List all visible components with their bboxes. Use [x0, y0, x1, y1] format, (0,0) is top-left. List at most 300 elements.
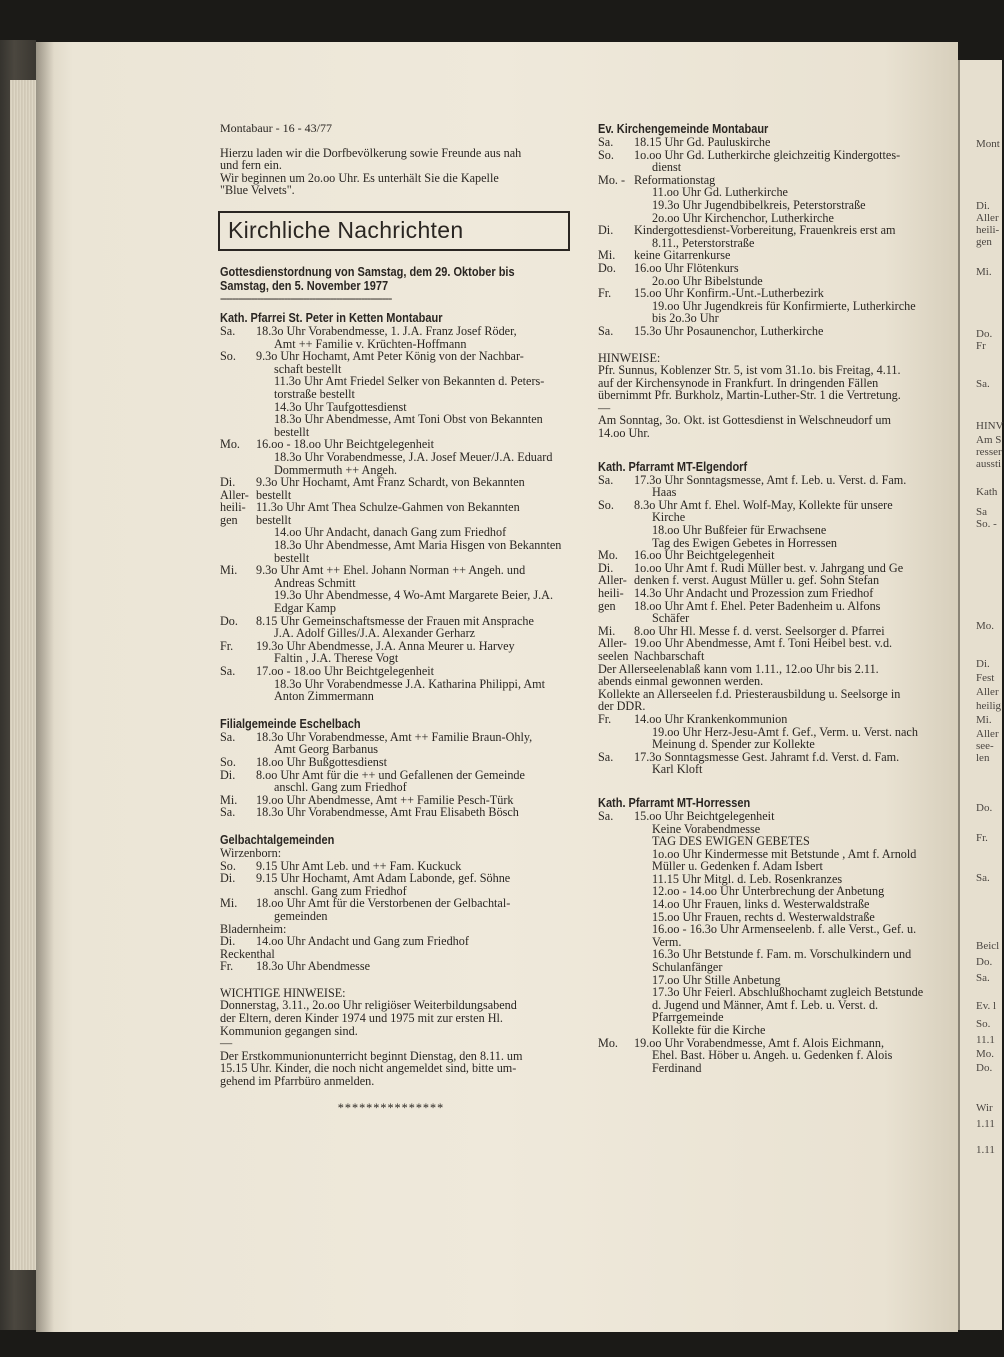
schedule-row — [220, 388, 592, 401]
schedule-text: 2o.oo Uhr Kirchenchor, Lutherkirche — [652, 210, 834, 225]
schedule-day — [220, 589, 256, 602]
schedule-day: Di. — [220, 934, 236, 949]
intro-line: und fern ein. — [220, 158, 282, 173]
schedule-row — [220, 539, 592, 552]
schedule-text: dienst — [652, 160, 682, 175]
schedule-text: 18.3o Uhr Abendmesse — [256, 959, 371, 974]
schedule-row — [598, 986, 954, 999]
schedule-day — [220, 781, 256, 794]
schedule-day — [598, 948, 634, 961]
schedule-text: 18.3o Uhr Vorabendmesse, J.A. Josef Meuer/J.A. Eduard — [274, 449, 553, 464]
schedule-row — [220, 910, 592, 923]
schedule-day — [598, 1049, 634, 1062]
schedule-text: Ferdinand — [652, 1060, 702, 1075]
schedule-text: 14.oo Uhr Krankenkommunion — [634, 711, 788, 726]
adjacent-page-text: Am S — [976, 434, 1002, 446]
schedule-day — [598, 1024, 634, 1037]
schedule-text: 16.oo Uhr Beichtgelegenheit — [634, 548, 775, 563]
schedule-text: 19.oo Uhr Vorabendmesse, Amt f. Alois Eichmann, — [634, 1035, 885, 1050]
schedule-text: 19.oo Uhr Abendmesse, Amt f. Toni Heibel best. v.d. — [634, 636, 893, 651]
schedule-row — [220, 451, 592, 464]
schedule-day: Mo. — [598, 548, 618, 563]
schedule-day — [598, 161, 634, 174]
schedule-row — [598, 898, 954, 911]
schedule-day — [598, 486, 634, 499]
schedule-day — [598, 999, 634, 1012]
schedule-day — [598, 823, 634, 836]
schedule-day: Mo. - — [598, 172, 626, 187]
schedule-row — [220, 602, 592, 615]
adjacent-page-text: Aller — [976, 212, 999, 224]
adjacent-page-text: Do. — [976, 328, 993, 340]
schedule-day — [220, 375, 256, 388]
schedule-text: 18.oo Uhr Bußgottesdienst — [256, 754, 388, 769]
adjacent-page-text: 11.1 — [976, 1034, 995, 1046]
elgendorf-note: abends einmal gewonnen werden. — [598, 674, 764, 689]
schedule-day: Sa. — [598, 323, 614, 338]
schedule-text: 19.oo Uhr Herz-Jesu-Amt f. Gef., Verm. u. Verst. nach — [652, 724, 918, 739]
elgendorf-note: Kollekte an Allerseelen f.d. Priesterausbildung u. Seelsorge in — [598, 686, 901, 701]
adjacent-page-text: So. — [976, 1018, 991, 1030]
schedule-day: Mi. — [598, 623, 616, 638]
adjacent-page-fragment — [958, 60, 1002, 1330]
schedule-text: 18.3o Uhr Abendmesse, Amt Toni Obst von Bekannten — [274, 412, 543, 427]
schedule-row — [598, 650, 954, 663]
schedule-text: TAG DES EWIGEN GEBETES — [652, 834, 810, 849]
schedule-text: 9.3o Uhr Amt ++ Ehel. Johann Norman ++ Angeh. und — [256, 563, 526, 578]
schedule-day: Do. — [598, 260, 616, 275]
schedule-text: 1o.oo Uhr Gd. Lutherkirche gleichzeitig Kindergottes- — [634, 147, 901, 162]
schedule-text: 11.3o Uhr Amt Thea Schulze-Gahmen von Bekannten — [256, 500, 520, 515]
schedule-text: Schäfer — [652, 611, 690, 626]
adjacent-page-text: Kath — [976, 486, 998, 498]
adjacent-page-text: Beicl — [976, 940, 1000, 952]
hints-line: gehend im Pfarrbüro anmelden. — [220, 1074, 375, 1089]
schedule-text: 8.oo Uhr Amt für die ++ und Gefallenen der Gemeinde — [256, 767, 525, 782]
schedule-day: Wirzenborn: — [220, 845, 282, 860]
schedule-day — [598, 1011, 634, 1024]
schedule-day — [220, 388, 256, 401]
schedule-text: Pfarrgemeinde — [652, 1010, 724, 1025]
adjacent-page-text: heilig — [976, 700, 1002, 712]
dash-divider: -------------------------------------------------------- — [220, 290, 392, 305]
schedule-text: Nachbarschaft — [634, 648, 705, 663]
hints-separator: — — [220, 1036, 233, 1051]
schedule-row — [220, 476, 592, 489]
schedule-row — [598, 161, 954, 174]
schedule-text: 19.oo Uhr Abendmesse, Amt ++ Familie Pesch-Türk — [256, 792, 514, 807]
schedule-text: Reformationstag — [634, 172, 716, 187]
schedule-day — [220, 451, 256, 464]
section-schedule — [220, 847, 592, 973]
adjacent-page-text: Aller — [976, 686, 999, 698]
stars-divider: *************** — [337, 1100, 445, 1115]
schedule-text: 9.3o Uhr Hochamt, Amt Peter König von der Nachbar- — [256, 349, 524, 364]
schedule-text — [281, 847, 592, 860]
schedule-row — [220, 960, 592, 973]
schedule-text: 8.oo Uhr Hl. Messe f. d. verst. Seelsorger d. Pfarrei — [634, 623, 885, 638]
adjacent-page-text: Do. — [976, 956, 993, 968]
schedule-text: 18.oo Uhr Bußfeier für Erwachsene — [652, 523, 827, 538]
schedule-day — [220, 690, 256, 703]
schedule-day — [220, 577, 256, 590]
schedule-text: bestellt — [256, 512, 292, 527]
schedule-text: 9.15 Uhr Hochamt, Amt Adam Labonde, gef. Söhne — [256, 871, 511, 886]
adjacent-page-text: see- — [976, 740, 994, 752]
schedule-text: 1o.oo Uhr Kindermesse mit Betstunde , Amt f. Arnold — [652, 846, 917, 861]
schedule-text: bestellt — [274, 550, 310, 565]
schedule-day: heili- — [220, 500, 246, 515]
schedule-text: Kindergottesdienst-Vorbereitung, Frauenkreis erst am — [634, 223, 896, 238]
schedule-day: So. — [220, 754, 236, 769]
schedule-day: Di. — [220, 475, 236, 490]
schedule-row — [220, 872, 592, 885]
schedule-row — [598, 612, 954, 625]
schedule-text: Anton Zimmermann — [274, 689, 374, 704]
schedule-text: 18.3o Uhr Abendmesse, Amt Maria Hisgen von Bekannten — [274, 538, 562, 553]
schedule-row — [598, 713, 954, 726]
schedule-day — [598, 986, 634, 999]
adjacent-page-text: Fr — [976, 340, 986, 352]
schedule-day: Mi. — [220, 896, 238, 911]
schedule-row — [598, 1024, 954, 1037]
section-title: Kirchliche Nachrichten — [218, 211, 570, 251]
section-schedule — [220, 731, 592, 819]
schedule-row — [220, 806, 592, 819]
schedule-text: Amt ++ Familie v. Krüchten-Hoffmann — [274, 336, 467, 351]
schedule-day — [598, 873, 634, 886]
schedule-row — [220, 564, 592, 577]
schedule-text: 14.oo Uhr Frauen, links d. Westerwaldstraße — [652, 897, 870, 912]
schedule-day: Sa. — [598, 808, 614, 823]
schedule-text: 9.3o Uhr Hochamt, Amt Franz Schardt, von Bekannten — [256, 475, 525, 490]
schedule-day — [598, 511, 634, 524]
schedule-text: 17.oo - 18.oo Uhr Beichtgelegenheit — [256, 664, 435, 678]
schedule-text: Dommermuth ++ Angeh. — [274, 462, 398, 477]
adjacent-page-text: 1.11 — [976, 1144, 995, 1156]
schedule-row — [598, 325, 954, 338]
schedule-row — [220, 935, 592, 948]
intro-line: Hierzu laden wir die Dorfbevölkerung sowie Freunde aus nah — [220, 145, 522, 160]
schedule-day: So. — [220, 858, 236, 873]
adjacent-page-text: HINV — [976, 420, 1004, 432]
adjacent-page-text: Sa. — [976, 872, 990, 884]
schedule-row — [598, 810, 954, 823]
schedule-text: 18.3o Uhr Vorabendmesse, Amt Frau Elisabeth Bösch — [256, 805, 519, 820]
schedule-row — [598, 1062, 954, 1075]
schedule-text: 19.3o Uhr Abendmesse, J.A. Anna Meurer u. Harvey — [256, 638, 515, 653]
schedule-day — [598, 835, 634, 848]
schedule-day: Di. — [220, 767, 236, 782]
schedule-row — [598, 486, 954, 499]
schedule-day — [220, 627, 256, 640]
schedule-row — [598, 587, 954, 600]
horressen-schedule — [598, 810, 954, 1074]
adjacent-page-text: Fr. — [976, 832, 988, 844]
schedule-text: 11.3o Uhr Amt Friedel Selker von Bekannten d. Peters- — [274, 374, 545, 389]
schedule-text: 18.3o Uhr Vorabendmesse, Amt ++ Familie Braun-Ohly, — [256, 729, 533, 744]
ev-schedule — [598, 136, 954, 338]
schedule-text: Faltin , J.A. Therese Vogt — [274, 651, 399, 666]
schedule-day: heili- — [598, 586, 624, 600]
schedule-text: Müller u. Gedenken f. Adam Isbert — [652, 859, 823, 874]
hints-line: der Eltern, deren Kinder 1974 und 1975 mit zur ersten Hl. — [220, 1011, 503, 1026]
schedule-text: 14.oo Uhr Andacht, danach Gang zum Friedhof — [274, 525, 507, 540]
schedule-text: 14.3o Uhr Andacht und Prozession zum Friedhof — [634, 586, 874, 600]
schedule-day — [598, 199, 634, 212]
section-heading: Kath. Pfarrei St. Peter in Ketten Montabaur — [220, 310, 443, 325]
schedule-day: Reckenthal — [220, 946, 275, 961]
schedule-row — [598, 860, 954, 873]
right-column — [598, 122, 954, 1074]
schedule-day: Aller- — [598, 636, 627, 651]
adjacent-page-text: 1.11 — [976, 1118, 995, 1130]
schedule-row — [220, 665, 592, 678]
adjacent-page-text: Do. — [976, 1062, 993, 1074]
schedule-text: 15.oo Uhr Beichtgelegenheit — [634, 808, 775, 823]
schedule-day: Mi. — [598, 248, 616, 263]
schedule-day: seelen — [598, 648, 629, 663]
schedule-day: Di. — [220, 871, 236, 886]
schedule-day — [598, 524, 634, 537]
schedule-row — [598, 1049, 954, 1062]
spine-shadow — [36, 42, 54, 1332]
schedule-row — [598, 199, 954, 212]
schedule-text: Verm. — [652, 934, 682, 949]
section-schedule — [220, 325, 592, 703]
schedule-day — [220, 413, 256, 426]
schedule-day: gen — [220, 512, 238, 527]
ev-hints-line: 14.oo Uhr. — [598, 426, 650, 441]
schedule-text: 8.11., Peterstorstraße — [652, 235, 755, 250]
adjacent-page-text: So. - — [976, 518, 997, 530]
schedule-text: gemeinden — [274, 908, 328, 923]
ev-hints-line: auf der Kirchensynode in Frankfurt. In dringenden Fällen — [598, 375, 879, 390]
page-stack-edge — [10, 80, 38, 1270]
adjacent-page-text: Di. — [976, 658, 990, 670]
schedule-row — [220, 350, 592, 363]
schedule-day — [220, 678, 256, 691]
hints-line: Kommunion gegangen sind. — [220, 1023, 358, 1038]
schedule-text: Schulanfänger — [652, 960, 723, 975]
schedule-day — [220, 539, 256, 552]
schedule-day — [220, 526, 256, 539]
schedule-day — [598, 974, 634, 987]
schedule-row — [598, 287, 954, 300]
intro-line: Wir beginnen um 2o.oo Uhr. Es unterhält Sie die Kapelle — [220, 170, 499, 185]
schedule-day: Bladernheim: — [220, 921, 287, 936]
schedule-text: denken f. verst. August Müller u. gef. Sohn Stefan — [634, 573, 880, 588]
schedule-row — [598, 738, 954, 751]
order-heading-line: Gottesdienstordnung von Samstag, dem 29. Oktober bis — [220, 264, 515, 279]
schedule-text: anschl. Gang zum Friedhof — [274, 780, 407, 795]
adjacent-page-text: Mi. — [976, 714, 992, 726]
schedule-day — [220, 602, 256, 615]
schedule-row — [220, 325, 592, 338]
schedule-text: 9.15 Uhr Amt Leb. und ++ Fam. Kuckuck — [256, 858, 462, 873]
schedule-text: torstraße bestellt — [274, 386, 355, 401]
schedule-text: 14.oo Uhr Andacht und Gang zum Friedhof — [256, 934, 469, 949]
schedule-row — [220, 690, 592, 703]
adjacent-page-text: Di. — [976, 200, 990, 212]
schedule-text: 12.oo - 14.oo Uhr Unterbrechung der Anbetung — [652, 884, 885, 899]
schedule-day — [598, 885, 634, 898]
schedule-row — [598, 835, 954, 848]
schedule-row — [220, 501, 592, 514]
schedule-row — [220, 847, 592, 860]
schedule-day — [598, 848, 634, 861]
schedule-day: Sa. — [598, 749, 614, 764]
ev-hints-line: Am Sonntag, 3o. Okt. ist Gottesdienst in Welschneudorf um — [598, 413, 891, 428]
schedule-text: 16.3o Uhr Betstunde f. Fam. m. Vorschulkindern und — [652, 947, 912, 962]
schedule-text: Andreas Schmitt — [274, 575, 356, 590]
schedule-text: 18.15 Uhr Gd. Pauluskirche — [634, 135, 771, 149]
adjacent-page-text: Wir — [976, 1102, 993, 1114]
schedule-text: Ehel. Bast. Höber u. Angeh. u. Gedenken f. Alois — [652, 1048, 893, 1063]
left-column — [220, 122, 592, 1114]
adjacent-page-text: len — [976, 752, 990, 764]
schedule-row — [220, 627, 592, 640]
page-header: Montabaur - 16 - 43/77 — [220, 121, 332, 135]
adjacent-page-text: resser — [976, 446, 1002, 458]
schedule-text: 17.3o Uhr Feierl. Abschlußhochamt zugleich Betstunde — [652, 985, 924, 1000]
schedule-day — [598, 923, 634, 936]
schedule-text: 19.3o Uhr Abendmesse, 4 Wo-Amt Margarete Beier, J.A. — [274, 588, 554, 603]
schedule-row — [220, 413, 592, 426]
schedule-day — [598, 1062, 634, 1075]
adjacent-page-text: Fest — [976, 672, 995, 684]
schedule-day — [598, 911, 634, 924]
schedule-day: Fr. — [598, 711, 612, 726]
elgendorf-schedule — [598, 474, 954, 663]
schedule-text: anschl. Gang zum Friedhof — [274, 883, 407, 898]
schedule-text: 15.3o Uhr Posaunenchor, Lutherkirche — [634, 323, 824, 338]
hints-line: Donnerstag, 3.11., 2o.oo Uhr religiöser Weiterbildungsabend — [220, 998, 517, 1013]
schedule-day: So. — [598, 497, 614, 512]
schedule-text: Keine Vorabendmesse — [652, 821, 761, 836]
schedule-day: Fr. — [220, 638, 234, 653]
schedule-day: Mo. — [598, 1035, 618, 1050]
schedule-row — [220, 781, 592, 794]
elgendorf-note: der DDR. — [598, 699, 646, 714]
schedule-day: Sa. — [220, 729, 236, 744]
schedule-day: Do. — [220, 613, 238, 628]
schedule-day: Sa. — [220, 664, 236, 678]
schedule-row — [220, 756, 592, 769]
schedule-day — [220, 363, 256, 376]
left-sections — [220, 303, 592, 973]
schedule-text: Karl Kloft — [652, 762, 703, 777]
schedule-day: Mi. — [220, 563, 238, 578]
schedule-text: bestellt — [274, 424, 310, 439]
schedule-row — [598, 524, 954, 537]
schedule-text: Edgar Kamp — [274, 601, 336, 616]
intro-text — [220, 147, 592, 197]
schedule-row — [598, 961, 954, 974]
adjacent-page-text: Aller — [976, 728, 999, 740]
schedule-day — [598, 738, 634, 751]
ev-hints-line: übernimmt Pfr. Burkholz, Martin-Luther-Str. 1 die Vertretung. — [598, 388, 901, 403]
schedule-day — [598, 186, 634, 199]
schedule-day: Sa. — [220, 805, 236, 820]
schedule-text: bestellt — [256, 487, 292, 502]
schedule-day — [598, 898, 634, 911]
adjacent-page-text: Do. — [976, 802, 993, 814]
schedule-text: 1o.oo Uhr Amt f. Rudi Müller best. v. Jahrgang und Ge — [634, 560, 904, 575]
section-heading: Filialgemeinde Eschelbach — [220, 716, 361, 731]
schedule-day: Mo. — [220, 437, 240, 452]
schedule-day — [220, 910, 256, 923]
adjacent-page-text: heili- — [976, 224, 1000, 236]
schedule-text: 15.oo Uhr Frauen, rechts d. Westerwaldstraße — [652, 909, 875, 924]
schedule-day: Sa. — [598, 135, 614, 149]
schedule-day: Fr. — [598, 286, 612, 301]
schedule-text: Haas — [652, 485, 677, 500]
hints-line: Der Erstkommunionunterricht beginnt Dienstag, den 8.11. um — [220, 1048, 523, 1063]
adjacent-page-text: Sa — [976, 506, 987, 518]
adjacent-page-text: Mont — [976, 138, 1000, 150]
adjacent-page-text: Mo. — [976, 620, 995, 632]
adjacent-page-text: Sa. — [976, 972, 990, 984]
section-heading: Gelbachtalgemeinden — [220, 832, 335, 847]
schedule-text: 16.oo - 16.3o Uhr Armenseelenb. f. alle Verst., Gef. u. — [652, 922, 917, 937]
adjacent-page-text: Mi. — [976, 266, 992, 278]
schedule-text: Tag des Ewigen Gebetes in Horressen — [652, 535, 837, 550]
schedule-text: 16.oo - 18.oo Uhr Beichtgelegenheit — [256, 437, 435, 452]
adjacent-page-text: aussti — [976, 458, 1002, 470]
schedule-text: 11.15 Uhr Mitgl. d. Leb. Rosenkranzes — [652, 871, 843, 886]
schedule-text: 19.3o Uhr Jugendbibelkreis, Peterstorstraße — [652, 197, 866, 212]
schedule-text: Meinung d. Spender zur Kollekte — [652, 737, 815, 752]
elgendorf-note: Der Allerseelenablaß kann vom 1.11., 12.oo Uhr bis 2.11. — [598, 661, 879, 676]
schedule-text: 11.oo Uhr Gd. Lutherkirche — [652, 185, 788, 200]
ev-hints-line: Pfr. Sunnus, Koblenzer Str. 5, ist vom 31.1o. bis Freitag, 4.11. — [598, 363, 901, 378]
schedule-day: Aller- — [220, 487, 249, 502]
schedule-day: Sa. — [220, 323, 236, 338]
schedule-day: Mi. — [220, 792, 238, 807]
schedule-text: d. Jugend und Männer, Amt f. Leb. u. Verst. d. — [652, 997, 879, 1012]
schedule-row — [598, 262, 954, 275]
hints-line: 15.15 Uhr. Kinder, die noch nicht angemeldet sind, bitte um- — [220, 1061, 517, 1076]
schedule-text: 18.oo Uhr Amt für die Verstorbenen der Gelbachtal- — [256, 896, 511, 911]
schedule-text: keine Gitarrenkurse — [634, 248, 731, 263]
schedule-text: schaft bestellt — [274, 361, 342, 376]
schedule-day: Sa. — [598, 472, 614, 487]
schedule-text: 15.oo Uhr Konfirm.-Unt.-Lutherbezirk — [634, 286, 824, 301]
schedule-text: 17.3o Uhr Sonntagsmesse, Amt f. Leb. u. Verst. d. Fam. — [634, 472, 907, 487]
elgendorf-heading: Kath. Pfarramt MT-Elgendorf — [598, 459, 748, 474]
schedule-text: 2o.oo Uhr Bibelstunde — [652, 273, 763, 288]
schedule-text: 18.oo Uhr Amt f. Ehel. Peter Badenheim u. Alfons — [634, 598, 881, 613]
schedule-row — [598, 224, 954, 237]
adjacent-page-text: Sa. — [976, 378, 990, 390]
schedule-day — [598, 961, 634, 974]
schedule-text: Amt Georg Barbanus — [274, 742, 379, 757]
schedule-day: gen — [598, 598, 616, 613]
schedule-text: 18.3o Uhr Vorabendmesse J.A. Katharina Philippi, Amt — [274, 676, 546, 691]
ev-hints-separator: — — [598, 400, 611, 415]
ev-heading: Ev. Kirchengemeinde Montabaur — [598, 122, 769, 136]
adjacent-page-text: gen — [976, 236, 992, 248]
adjacent-page-text: Ev. l — [976, 1000, 997, 1012]
schedule-day — [598, 300, 634, 313]
schedule-text: Kollekte für die Kirche — [652, 1023, 766, 1037]
schedule-day: Fr. — [220, 959, 234, 974]
schedule-text: 14.3o Uhr Taufgottesdienst — [274, 399, 407, 414]
schedule-text: 17.3o Sonntagsmesse Gest. Jahramt f.d. Verst. d. Fam. — [634, 749, 900, 764]
schedule-day: Aller- — [598, 573, 627, 588]
schedule-text: bis 2o.3o Uhr — [652, 311, 719, 326]
